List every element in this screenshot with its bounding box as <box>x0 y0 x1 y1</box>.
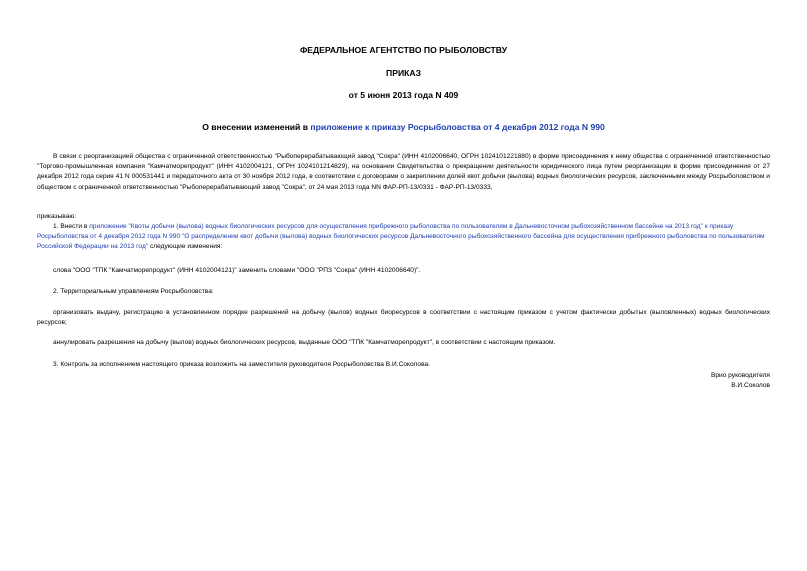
item-3-control: 3. Контроль за исполнением настоящего приказа возложить на заместителя руководителя Росрыболовства В.И.Соколова. <box>53 361 430 368</box>
signature-position: Врио руководителя <box>710 372 770 379</box>
item-2-cancel-permits: аннулировать разрешения на добычу (вылов) водных биологических ресурсов, выданные ООО "ТПК "Камчатморепродукт", в соответствии с настоящим приказом. <box>53 339 556 346</box>
preamble-paragraph: В связи с реорганизацией общества с ограниченной ответственностью "Рыбоперерабатывающий завод "Сокра" (ИНН 4102006640, ОГРН 1024101221880) в форме присоединения к нему общества с ограниченной ответственностью "Торгово-промышленная компания "Камчатморепродукт" (ИНН 4102004121, ОГРН 1024101214829), на основании Свидетельства о прекращении деятельности юридического лица путем реорганизации в форме присоединения от 27 декабря 2012 года серия 41 N 000531441 и передаточного акта от 30 ноября 2012 года, в соответствии с договорами о закреплении долей квот добычи (вылова) водных биологических ресурсов, заключенными между Росрыболовством и обществом с ограниченной ответственностью "Рыбоперерабатывающий завод "Сокра", от 24 мая 2013 года NN ФАР-РП-13/0331 - ФАР-РП-13/0333, <box>37 153 770 191</box>
item-1-change: слова "ООО "ТПК "Камчатморепродукт" (ИНН 4102004121)" заменить словами "ООО "РПЗ "Сокра" (ИНН 4102006640)". <box>53 267 421 274</box>
document-date-number: от 5 июня 2013 года N 409 <box>348 90 459 100</box>
item-1-suffix: следующие изменения: <box>148 243 223 251</box>
item-1-link-appendix[interactable]: приложение "Квоты добычи (вылова) водных биологических ресурсов для осуществления прибрежного рыболовства по пользователям в Дальневосточном рыбохозяйственном бассейне на 2013 год" <box>89 223 703 230</box>
agency-name: ФЕДЕРАЛЬНОЕ АГЕНТСТВО ПО РЫБОЛОВСТВУ <box>299 45 508 55</box>
item-1-paragraph <box>37 222 770 253</box>
order-word: приказываю: <box>37 213 77 220</box>
title-prefix: О внесении изменений в <box>202 122 311 132</box>
title-link[interactable]: приложение к приказу Росрыболовства от 4 декабря 2012 года N 990 <box>310 122 605 132</box>
signature-name: В.И.Соколов <box>731 382 770 389</box>
item-2-issue-permits: организовать выдачу, регистрацию в установленном порядке разрешений на добычу (вылов) водных биоресурсов в соответствии с настоящим приказом с учетом фактически добытых (выловленных) водных биологических ресурсов; <box>37 309 770 327</box>
item-1-prefix: 1. Внести в <box>53 223 90 230</box>
item-1-link-order[interactable]: к приказу Росрыболовства от 4 декабря 2012 года N 990 "О распределении квот добычи (вылова) водных биологических ресурсов Дальневосточного рыбохозяйственного бассейна для осуществления прибрежного рыболовства по пользователям Российской Федерации на 2013 год" <box>37 223 765 251</box>
item-2-heading: 2. Территориальным управлениям Росрыболовства: <box>53 288 214 295</box>
document-title <box>37 122 770 133</box>
document-page <box>37 0 770 571</box>
document-type: ПРИКАЗ <box>386 68 421 78</box>
